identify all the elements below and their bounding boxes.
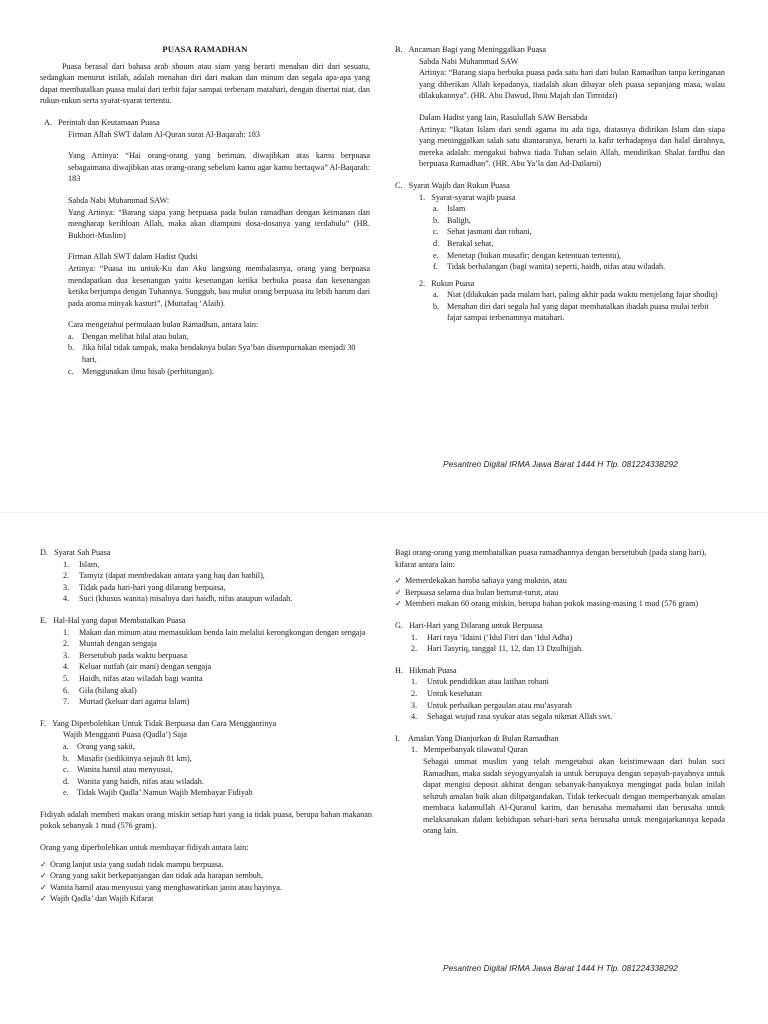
section-i-1-paragraph: Sebagai ummat muslim yang telah mengetahui akan keistimewaan dari bulan suci Ramadhan, maka sudah seyogyanyalah ia untuk berupaya dengan sepayah-payahnya untuk dapat mengisi deposit akhirat dengan sebanyak-banyaknya mengingat pada bulan inilah seluruh amalan baik akan dilipatgandakan. Tidak terkecuali dengan memperbanyak amalan membaca kalamullah Al-Quranul karim, dan berusaha memahami dan berusaha untuk melaksanakan dalam kehidupan sehari-hari serta berusaha untuk mengajarkannya kepada orang lain.: [423, 756, 725, 836]
list-item: 7. Murtad (keluar dari agama Islam): [63, 697, 190, 707]
list-item: b. Menahan diri dari segala hal yang dapat membatalkan ibadah puasa mulai terbit fajar sampai terbenamnya matahari.: [433, 301, 709, 323]
list-item: ✓ Orang yang sakit berkepanjangan dan tidak ada harapan sembuh,: [40, 871, 264, 881]
section-d-list: [40, 559, 372, 605]
list-item: a. Orang yang sakit,: [63, 741, 135, 751]
list-item: 3. Untuk perbaikan pergaulan atau mu’asyarah: [411, 700, 572, 710]
section-b-quote-1: Artinya: “Barang siapa berbuka puasa pada satu hari dari bulan Ramadhan tanpa keringanan yang diberikan Allah kepadanya, tiadalah akan dibayar oleh puasa sepanjang masa, walau dilakukannya”. (HR. Abu Dawud, Ibnu Majah dan Tirmidzi): [419, 68, 725, 101]
list-item: 4. Sebagai wujud rasa syukur atas segala nikmat Allah swt.: [411, 712, 613, 722]
list-item: 2. Muntah dengan sengaja: [63, 639, 157, 649]
checkmark-icon: ✓: [395, 576, 402, 586]
section-i-1-heading: 1. Memperbanyak tilawatul Quran: [411, 745, 528, 755]
list-item: 4. Keluar nutfah (air mani) dengan sengaja: [63, 662, 212, 672]
fidiyah-list-label: Orang yang diperbolehkan untuk membayar fidiyah antara lain:: [40, 843, 249, 853]
section-f-list: [40, 741, 372, 799]
section-b-heading: B. Ancaman Bagi yang Meninggalkan Puasa: [395, 45, 546, 54]
section-i-heading: I. Amalan Yang Dianjurkan di Bulan Ramadhan: [395, 733, 559, 743]
list-item: 3. Tidak pada hari-hari yang dilarang berpuasa,: [63, 582, 226, 592]
checkmark-icon: ✓: [40, 871, 47, 881]
list-item: c. Sehat jasmani dan rohani,: [433, 227, 532, 237]
page2-footer: Pesantren Digital IRMA Jawa Barat 1444 H Tlp. 081224338292: [443, 963, 678, 973]
section-c-2-heading: 2. Rukun Puasa: [419, 278, 475, 288]
document-title: PUASA RAMADHAN: [162, 44, 248, 54]
list-item: b. Jika hilal tidak tampak, maka hendaknya bulan Sya’ban disempurnakan menjadi 30 hari,: [68, 343, 356, 365]
section-c-2-list: [395, 289, 725, 324]
section-c-1-heading: 1. Syarat-syarat wajib puasa: [419, 192, 516, 202]
list-item: 4. Suci (khusus wanita) misalnya dari haidh, nifas ataupun wiladah.: [63, 594, 293, 604]
page1-left-column: [40, 44, 370, 377]
list-item: 3. Bersetubuh pada waktu berpuasa: [63, 650, 187, 660]
checkmark-icon: ✓: [40, 894, 47, 904]
fidiyah-paragraph: Fidiyah adalah memberi makan orang miskin setiap hari yang ia tidak puasa, berupa bahan makanan pokok sebanyak 1 mud (576 gram).: [40, 809, 372, 831]
section-a-quote-1: Yang Artinya: “Hai orang-orang yang beriman, diwajibkan atas kamu berpuasa sebagaimana diwajibkan atas orang-orang sebelum kamu agar kamu bertaqwa” Al-Baqarah: 183: [68, 151, 370, 184]
section-b-hadist-label: Dalam Hadist yang lain, Rasulullah SAW Bersabda: [419, 112, 588, 122]
kifarat-list: [395, 575, 725, 610]
section-a-ramadhan-start-label: Cara mengetahui permulaan bulan Ramadhan, antara lain:: [68, 320, 259, 330]
section-a-list: [40, 331, 370, 377]
list-item: e. Tidak Wajib Qadla’ Namun Wajib Membayar Fidiyah: [63, 788, 253, 798]
list-item: 1. Untuk pendidikan atau latihan rohani: [411, 677, 549, 687]
page1-right-column: [395, 44, 725, 324]
section-h-list: [395, 676, 725, 722]
section-a-quote-3: Artinya: “Puasa itu untuk-Ku dan Aku langsung membalasnya, orang yang berpuasa mendapatkan dua kesenangan yaitu kesenangan ketika berbuka puasa dan kesenangan ketika berjumpa dengan Tuhannya. Sungguh, bau mulut orang berpuasa itu lebih harum dari pada aroma minyak kasturi”. (Muttafaq ‘Alaih).: [68, 263, 370, 308]
list-item: 1. Hari raya ‘Idaini (‘Idul Fitri dan ‘Idul Adha): [411, 632, 573, 642]
checkmark-icon: ✓: [395, 587, 402, 597]
list-item: ✓ Orang lanjut usia yang sudah tidak mampu berpuasa.: [40, 859, 224, 869]
list-item: 1. Makan dan minum atau memasukkan benda lain melalui kerongkongan dengan sengaja: [63, 627, 366, 637]
page1-footer: Pesantren Digital IRMA Jawa Barat 1444 H Tlp. 081224338292: [443, 459, 678, 469]
section-h-heading: H. Hikmah Puasa: [395, 665, 457, 675]
list-item: d. Wanita yang haidh, nifas atau wiladah.: [63, 776, 204, 786]
list-item: c. Menggunakan ilmu hisab (perhitungan).: [68, 366, 214, 376]
section-a-sabda-label: Sabda Nabi Muhammad SAW:: [68, 195, 170, 205]
list-item: ✓ Wanita hamil atau menyusui yang menghawatirkan janin atau bayinya.: [40, 882, 282, 892]
section-f-heading: F. Yang Diperbolehkan Untuk Tidak Berpuasa dan Cara Menggantinya: [40, 718, 277, 728]
list-item: ✓ Memberi makan 60 orang miskin, berupa bahan pokok masing-masing 1 mud (576 gram): [395, 599, 699, 609]
list-item: a. Dengan melihat hilal atau bulan,: [68, 331, 189, 341]
checkmark-icon: ✓: [40, 882, 47, 892]
list-item: f. Tidak berhalangan (bagi wanita) seperti, haidh, nifas atau wiladah.: [433, 262, 666, 272]
section-c-heading: C. Syarat Wajib dan Rukun Puasa: [395, 180, 510, 190]
list-item: a. Islam: [433, 204, 466, 214]
section-a-quote-2: Yang Artinya: “Barang siapa yang berpuasa pada bulan ramadhan dengan keimanan dan mengharap kerihloan Allah, maka akan diampuni dosa-dosanya yang terdahulu” (HR. Bukhori-Muslim): [68, 207, 370, 240]
list-item: b. Baligh,: [433, 215, 471, 225]
section-a-firman-label: Firman Allah SWT dalam Al-Quran surat Al-Baqarah: 183: [68, 129, 260, 139]
section-e-heading: E. Hal-Hal yang dapat Membatalkan Puasa: [40, 615, 186, 625]
list-item: d. Berakal sehat,: [433, 238, 494, 248]
section-d-heading: D. Syarat Sah Puasa: [40, 548, 111, 557]
list-item: e. Menetap (bukan musafir; dengan ketentuan tertentu),: [433, 250, 622, 260]
intro-paragraph: Puasa berasal dari bahasa arab shoum atau siam yang berarti menahan diri dari sesuatu, sedangkan menurut istilah, adalah menahan diri dari makan dan minum dan segala apa-apa yang dapat membatalkan puasa mulai dari terbit fajar sampai terbenam matahari, dengan disertai niat, dan rukun-rukun serta syarat-syarat tertentu.: [40, 61, 370, 106]
section-a-heading: A. Perintah dan Keutamaan Puasa: [44, 117, 160, 127]
section-g-heading: G. Hari-Hari yang Dilarang untuk Berpuasa: [395, 620, 543, 630]
list-item: 1. Islam,: [63, 559, 100, 569]
page2-left-column: [40, 547, 372, 905]
checkmark-icon: ✓: [395, 599, 402, 609]
list-item: 2. Tamyiz (dapat membedakan antara yang haq dan bathil),: [63, 571, 265, 581]
list-item: 5. Haidh, nifas atau wiladah bagi wanita: [63, 673, 203, 683]
section-e-list: [40, 627, 372, 708]
list-item: a. Niat (dilakukan pada malam hari, paling akhir pada waktu menjelang fajar shodiq): [433, 290, 718, 300]
fidiyah-list: [40, 859, 372, 905]
checkmark-icon: ✓: [40, 859, 47, 869]
page-separator: [0, 512, 768, 513]
section-b-quote-2: Artinya: “Ikatan Islam dari sendi agama itu ada tiga, diatasnya didirikan Islam dan siapa yang meninggalkan salah satu diantaranya, berarti ia kafir terhadapnya dan halal darahnya, mereka adalah: mengakui bahwa tiada Tuhan selain Allah, mendirikan Shalat fardhu dan berpuasa Ramadhan”. (HR. Abu Ya’la dan Ad-Dailami): [419, 124, 725, 169]
list-item: 6. Gila (hilang akal): [63, 685, 137, 695]
list-item: ✓ Memerdekakan hamba sahaya yang muknin, atau: [395, 576, 567, 586]
list-item: 2. Untuk kesehatan: [411, 688, 482, 698]
kifarat-paragraph: Bagi orang-orang yang membatalkan puasa ramadhannya dengan bersetubuh (pada siang hari), kifarat antara lain:: [395, 548, 707, 569]
list-item: ✓ Berpuasa selama dua bulan berturut-turut, atau: [395, 587, 559, 597]
section-a-qudsi-label: Firman Allah SWT dalam Hadist Qudsi: [68, 252, 198, 262]
section-f-subheading: Wajib Mengganti Puasa (Qadla’) Saja: [63, 730, 187, 740]
section-g-list: [395, 632, 725, 655]
list-item: c. Wanita hamil atau menyusui,: [63, 765, 173, 775]
list-item: ✓ Wajib Qadla’ dan Wajib Kifarat: [40, 894, 154, 904]
section-c-1-list: [395, 203, 725, 273]
page2-right-column: [395, 547, 725, 837]
section-b-sabda-label: Sabda Nabi Muhammad SAW: [419, 56, 519, 66]
list-item: b. Musafir (sedikitnya sejauh 81 km),: [63, 753, 192, 763]
list-item: 2. Hari Tasyriq, tanggal 11, 12, dan 13 Dzulhijjah.: [411, 644, 584, 654]
